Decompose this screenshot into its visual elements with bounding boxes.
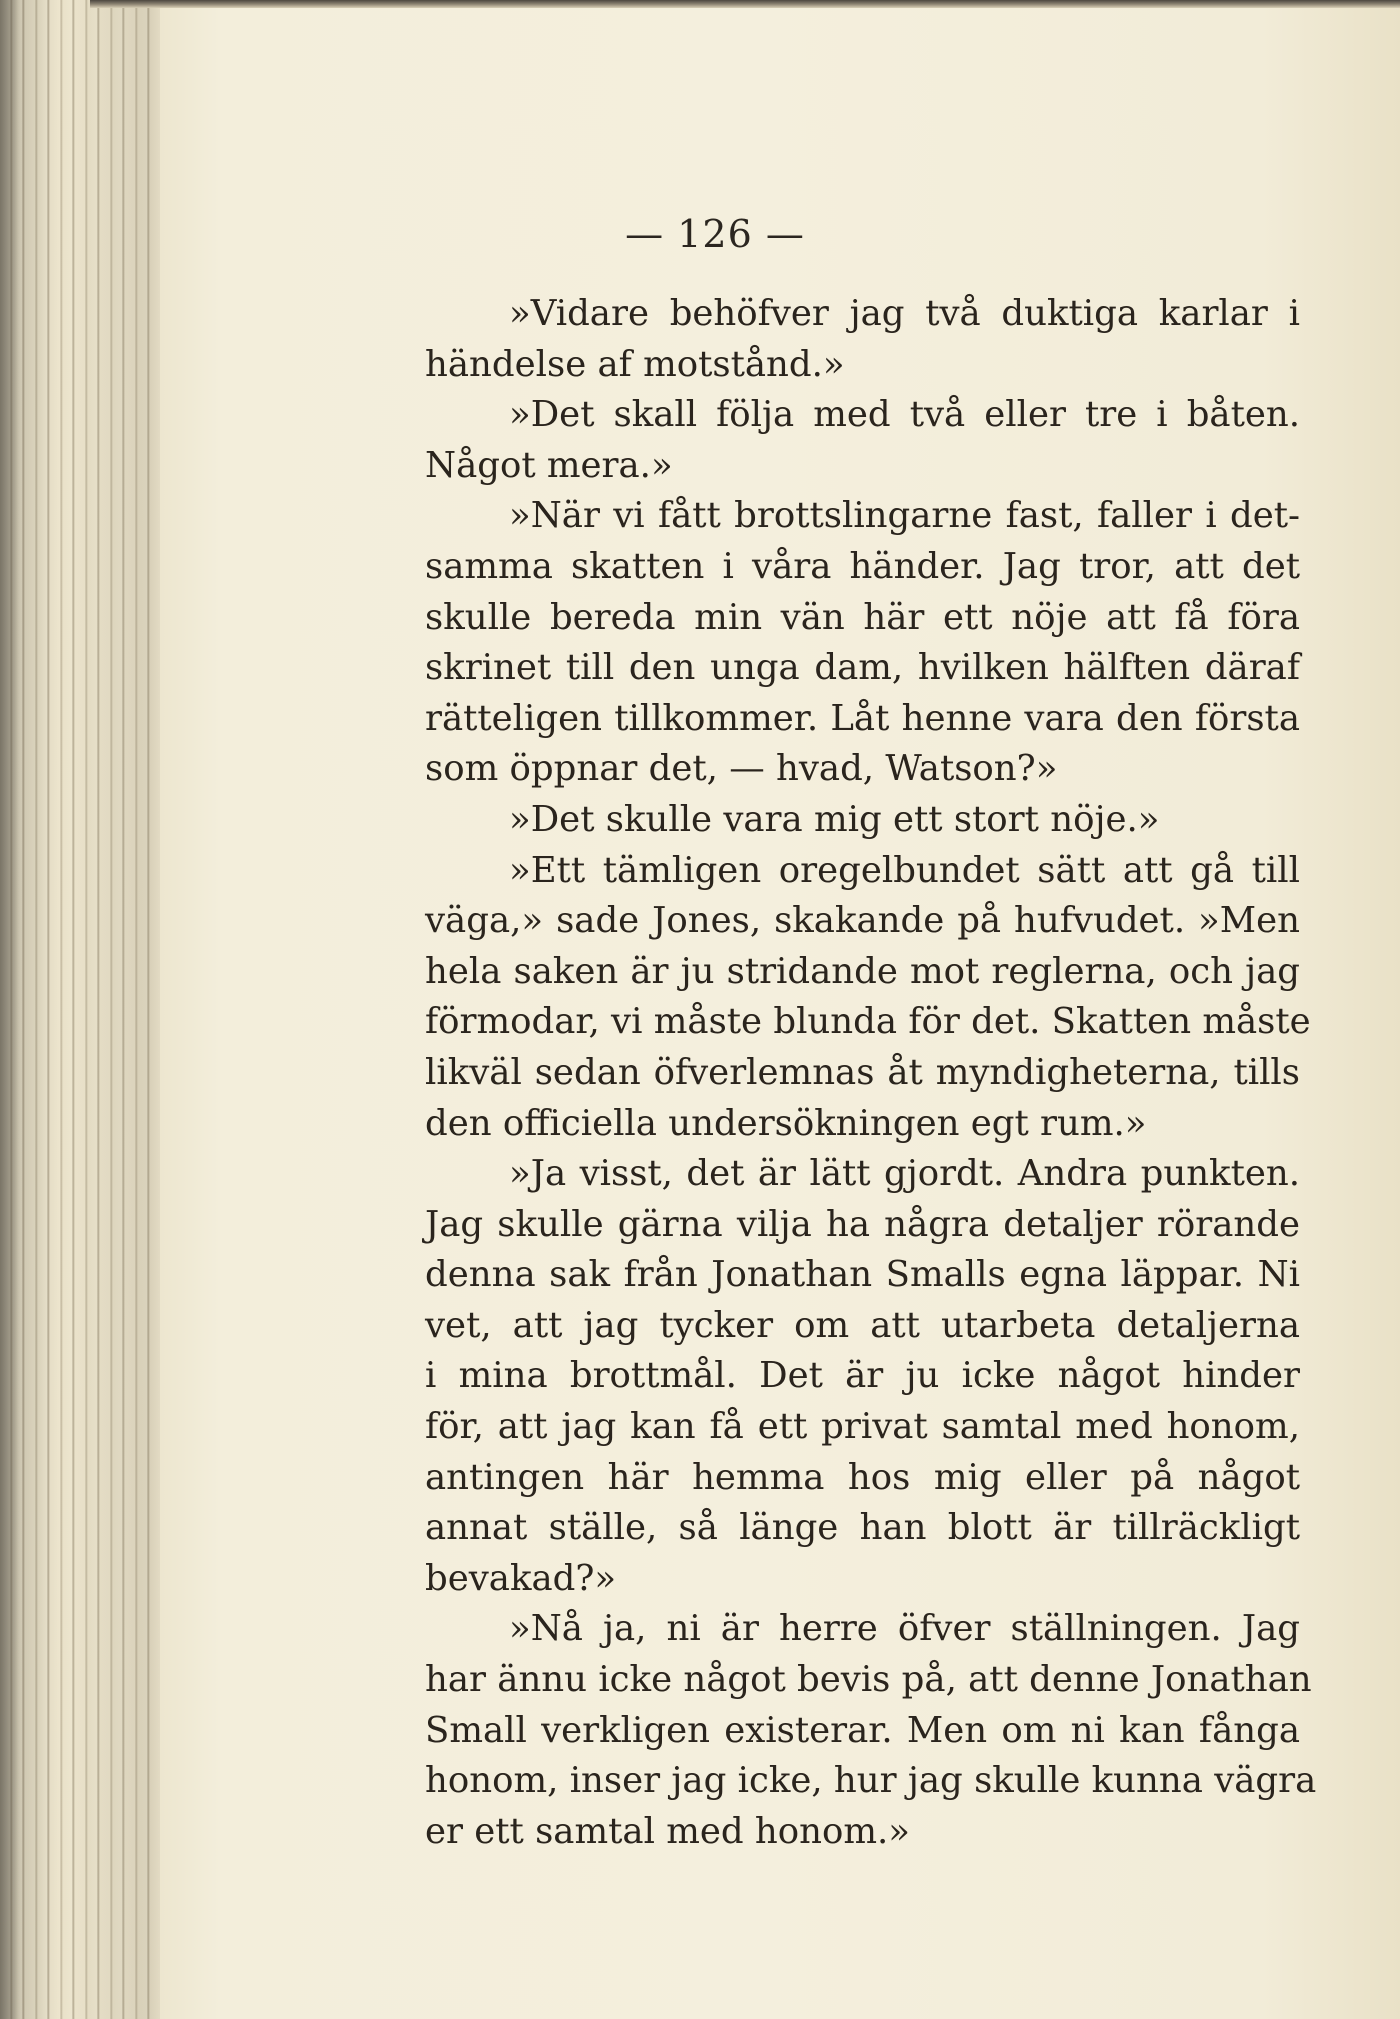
text-line: »Det skall följa med två eller tre i båten.: [509, 394, 1300, 436]
text-line: skrinet till den unga dam, hvilken hälften däraf: [425, 647, 1300, 689]
text-line: Small verkligen existerar. Men om ni kan fånga: [425, 1709, 1300, 1751]
text-line: har ännu icke något bevis på, att denne Jonathan: [425, 1659, 1312, 1701]
text-line: Något mera.»: [425, 444, 673, 486]
text-line: »Ett tämligen oregelbundet sätt att gå till: [509, 849, 1300, 891]
text-line: förmodar, vi måste blunda för det. Skatten måste: [425, 1001, 1311, 1043]
page-number: — 126 —: [625, 212, 805, 256]
text-line: rätteligen tillkommer. Låt henne vara den första: [425, 697, 1300, 739]
text-line: samma skatten i våra händer. Jag tror, att det: [425, 545, 1300, 587]
text-line: denna sak från Jonathan Smalls egna läppar. Ni: [425, 1254, 1300, 1296]
text-line: för, att jag kan få ett privat samtal med honom,: [425, 1406, 1300, 1448]
text-line: »Vidare behöfver jag två duktiga karlar i: [509, 293, 1300, 334]
text-line: »Nå ja, ni är herre öfver ställningen. Jag: [509, 1608, 1300, 1650]
text-line: väga,» sade Jones, skakande på hufvudet. »Men: [425, 900, 1300, 942]
text-line: antingen här hemma hos mig eller på något: [425, 1456, 1300, 1498]
text-line: den officiella undersökningen egt rum.»: [425, 1102, 1147, 1144]
text-line: vet, att jag tycker om att utarbeta detaljerna: [425, 1304, 1300, 1346]
text-line: »När vi fått brottslingarne fast, faller i det-: [509, 495, 1300, 537]
text-line: som öppnar det, — hvad, Watson?»: [425, 748, 1058, 790]
text-line: händelse af motstånd.»: [425, 343, 845, 385]
text-line: skulle bereda min vän här ett nöje att få föra: [425, 596, 1300, 638]
text-line: hela saken är ju stridande mot reglerna, och jag: [425, 950, 1300, 992]
body-text: [425, 289, 1317, 1857]
text-line: Jag skulle gärna vilja ha några detaljer rörande: [425, 1203, 1300, 1245]
text-line: i mina brottmål. Det är ju icke något hinder: [425, 1355, 1300, 1397]
top-page-edge: [90, 0, 1400, 8]
text-line: annat ställe, så länge han blott är tillräckligt: [425, 1507, 1300, 1549]
text-line: honom, inser jag icke, hur jag skulle kunna vägra: [425, 1760, 1317, 1802]
text-line: likväl sedan öfverlemnas åt myndigheterna, tills: [425, 1051, 1300, 1093]
text-line: »Ja visst, det är lätt gjordt. Andra punkten.: [509, 1153, 1300, 1195]
page-edges-shadow: [0, 0, 170, 2019]
text-line: bevakad?»: [425, 1557, 617, 1599]
text-line: er ett samtal med honom.»: [425, 1810, 911, 1852]
text-line: »Det skulle vara mig ett stort nöje.»: [509, 798, 1160, 840]
